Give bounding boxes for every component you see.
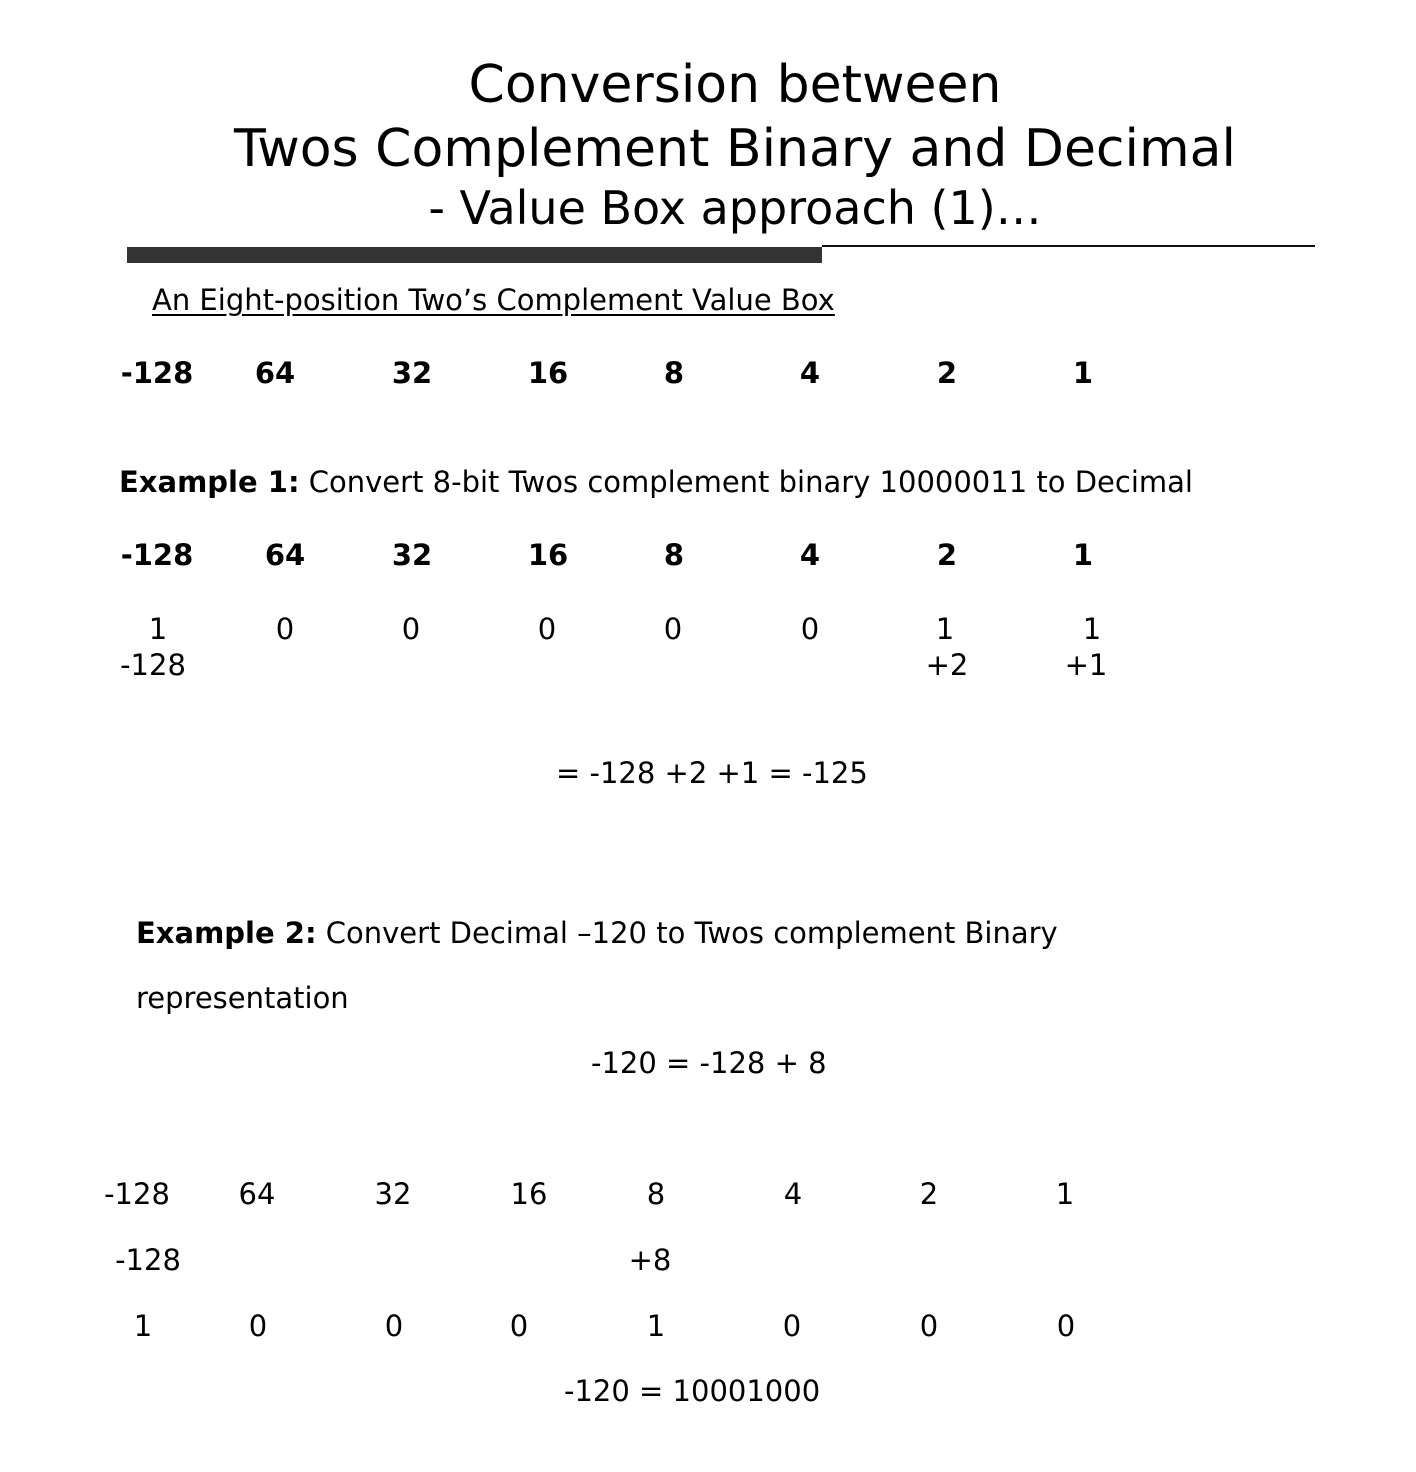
- example1-weight: 4: [799, 538, 821, 572]
- example2-bit: 0: [248, 1309, 268, 1343]
- value-box-cell: 2: [936, 356, 958, 390]
- slide-title-line1: Conversion between: [468, 55, 1002, 115]
- example1-bit: 0: [800, 612, 820, 646]
- example1-bit: 0: [275, 612, 295, 646]
- example2-contribution: +8: [628, 1243, 672, 1277]
- example2-equation: -120 = -128 + 8: [591, 1046, 827, 1080]
- value-box-cell: 16: [527, 356, 569, 390]
- example2-weight: 16: [510, 1177, 548, 1211]
- example1-bit: 0: [401, 612, 421, 646]
- example2-weight: 32: [374, 1177, 412, 1211]
- example2-weight: 4: [783, 1177, 803, 1211]
- example2-bit: 1: [646, 1309, 666, 1343]
- example1-weight: 1: [1072, 538, 1094, 572]
- example2-weight: -128: [104, 1177, 170, 1211]
- example1-result: = -128 +2 +1 = -125: [556, 756, 868, 790]
- example2-bit: 0: [919, 1309, 939, 1343]
- example1-bit: 1: [935, 612, 955, 646]
- example1-contribution: -128: [120, 648, 186, 682]
- example2-weight: 64: [238, 1177, 276, 1211]
- example1-weight: 16: [527, 538, 569, 572]
- example1-label: Example 1:: [119, 465, 300, 499]
- title-rule-thin: [822, 245, 1315, 247]
- example2-bit: 0: [782, 1309, 802, 1343]
- value-box-cell: -128: [120, 356, 194, 390]
- example1-weight: 2: [936, 538, 958, 572]
- example2-result: -120 = 10001000: [564, 1374, 821, 1408]
- example2-weight: 2: [919, 1177, 939, 1211]
- example2-text: Convert Decimal –120 to Twos complement Binary: [316, 916, 1058, 950]
- slide-subtitle: - Value Box approach (1)…: [428, 181, 1042, 235]
- example2-bit: 1: [133, 1309, 153, 1343]
- slide-title-line2: Twos Complement Binary and Decimal: [234, 119, 1236, 179]
- value-box-cell: 32: [391, 356, 433, 390]
- value-box-cell: 64: [254, 356, 296, 390]
- value-box-heading: An Eight-position Two’s Complement Value Box: [152, 283, 835, 317]
- value-box-cell: 8: [663, 356, 685, 390]
- example2-bit: 0: [509, 1309, 529, 1343]
- example2-statement: [136, 916, 1058, 950]
- value-box-cell: 1: [1072, 356, 1094, 390]
- example1-weight: 8: [663, 538, 685, 572]
- example2-bit: 0: [384, 1309, 404, 1343]
- example1-weight: 64: [264, 538, 306, 572]
- value-box-cell: 4: [799, 356, 821, 390]
- example1-bit: 0: [663, 612, 683, 646]
- example1-contribution: +2: [925, 648, 969, 682]
- example2-contribution: -128: [115, 1243, 181, 1277]
- example2-weight: 8: [646, 1177, 666, 1211]
- example1-contribution: +1: [1064, 648, 1108, 682]
- example1-bit: 0: [537, 612, 557, 646]
- example1-bit: 1: [1082, 612, 1102, 646]
- title-rule-thick: [127, 247, 822, 263]
- example1-weight: 32: [391, 538, 433, 572]
- example1-weight: -128: [120, 538, 194, 572]
- example1-bit: 1: [148, 612, 168, 646]
- example2-label: Example 2:: [136, 916, 317, 950]
- example1-text: Convert 8-bit Twos complement binary 10000011 to Decimal: [299, 465, 1193, 499]
- example2-bit: 0: [1056, 1309, 1076, 1343]
- example2-statement-cont: representation: [136, 981, 349, 1015]
- example1-statement: [119, 465, 1193, 499]
- example2-weight: 1: [1055, 1177, 1075, 1211]
